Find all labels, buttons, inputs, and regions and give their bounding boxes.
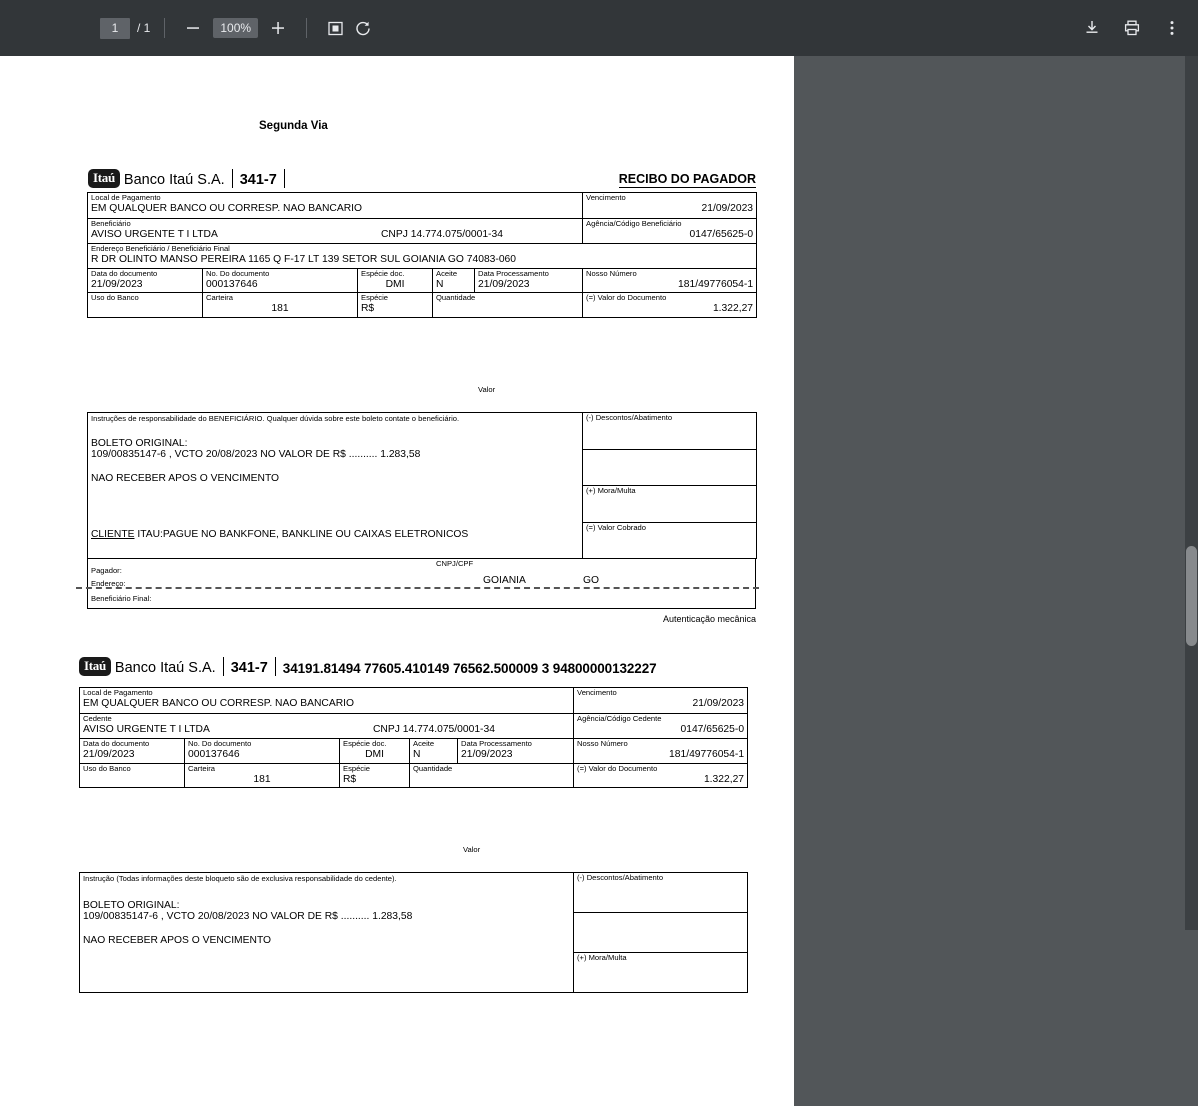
endereco-label: Endereço Beneficiário / Beneficiário Final xyxy=(91,243,230,253)
nosso-numero-label: Nosso Número xyxy=(586,268,637,278)
table-row xyxy=(88,268,757,293)
autenticacao-mecanica-label: Autenticação mecânica xyxy=(662,614,756,624)
slip-instrucoes-line-3: NAO RECEBER APOS O VENCIMENTO xyxy=(83,935,272,947)
numero-documento-label: No. Do documento xyxy=(206,268,270,278)
beneficiario-value xyxy=(91,230,579,241)
toolbar-divider-2 xyxy=(306,18,307,38)
slip-agencia-value: 0147/65625-0 xyxy=(680,723,745,735)
slip-header-divider-left xyxy=(223,657,224,676)
descontos-label: (-) Descontos/Abatimento xyxy=(586,413,673,422)
table-row xyxy=(88,413,757,450)
receipt-valor-label: Valor xyxy=(478,385,496,394)
segunda-via-title: Segunda Via xyxy=(259,120,328,132)
download-icon xyxy=(1083,19,1101,37)
table-row xyxy=(88,193,757,219)
instrucoes-line-4-rest: ITAU:PAGUE NO BANKFONE, BANKLINE OU CAIXAS ELETRONICOS xyxy=(134,528,469,540)
header-divider-right xyxy=(284,169,285,188)
zoom-in-button[interactable] xyxy=(264,14,292,42)
instrucoes-line-4 xyxy=(91,530,579,541)
beneficiario-label: Beneficiário xyxy=(91,219,131,228)
slip-bank-code: 341-7 xyxy=(230,660,268,676)
receipt-instrucoes-cell xyxy=(88,413,583,559)
cedente-label: Cedente xyxy=(83,714,112,723)
receipt-quantidade-valor-cell xyxy=(433,293,583,318)
slip-especie-value: R$ xyxy=(343,773,357,785)
quantidade-label: Quantidade xyxy=(436,293,476,303)
toolbar-divider-1 xyxy=(164,18,165,38)
slip-aceite-value: N xyxy=(413,748,421,760)
receipt-mora-cell xyxy=(583,486,757,523)
rotate-button[interactable] xyxy=(349,14,377,42)
pdf-page xyxy=(0,56,794,1106)
slip-header-divider-right xyxy=(275,657,276,676)
slip-mora-cell xyxy=(574,953,748,993)
slip-data-processamento-value: 21/09/2023 xyxy=(461,748,513,760)
table-row xyxy=(80,763,748,788)
data-processamento-label: Data Processamento xyxy=(478,268,549,278)
receipt-carteira-cell xyxy=(203,293,358,318)
table-row xyxy=(80,738,748,763)
slip-valor-label: Valor xyxy=(463,845,481,854)
endereco-value: R DR OLINTO MANSO PEREIRA 1165 Q F-17 LT 139 SETOR SUL GOIANIA GO 74083-060 xyxy=(91,253,517,265)
viewer-scrollbar-track[interactable] xyxy=(1185,56,1198,930)
page-total-label: / 1 xyxy=(137,21,151,35)
especie-value: R$ xyxy=(361,303,375,315)
instrucoes-line-3: NAO RECEBER APOS O VENCIMENTO xyxy=(91,473,280,485)
slip-quantidade-label: Quantidade xyxy=(413,763,453,773)
pagador-label: Pagador: xyxy=(91,566,122,575)
viewer-scrollbar-thumb[interactable] xyxy=(1186,546,1197,646)
slip-especie-doc-value: DMI xyxy=(365,748,384,760)
receipt-local-pagamento-cell xyxy=(88,193,583,219)
pdf-viewer[interactable] xyxy=(0,56,1198,962)
header-divider-left xyxy=(232,169,233,188)
slip-local-pagamento-label: Local de Pagamento xyxy=(83,688,153,697)
beneficiario-name: AVISO URGENTE T I LTDA xyxy=(91,228,218,240)
slip-data-processamento-label: Data Processamento xyxy=(461,738,532,748)
local-pagamento-value: EM QUALQUER BANCO OU CORRESP. NAO BANCARIO xyxy=(91,202,363,214)
receipt-pagador-table xyxy=(87,558,756,609)
slip-nosso-numero-label: Nosso Número xyxy=(577,738,628,748)
more-options-button[interactable] xyxy=(1158,14,1186,42)
slip-carteira-cell xyxy=(185,763,340,788)
receipt-agencia-cell xyxy=(583,219,757,244)
valor-cobrado-label: (=) Valor Cobrado xyxy=(586,522,647,532)
slip-data-doc-cell xyxy=(80,738,185,763)
download-button[interactable] xyxy=(1078,14,1106,42)
carteira-value: 181 xyxy=(271,303,289,315)
data-documento-label: Data do documento xyxy=(91,268,158,278)
receipt-especie-doc-cell xyxy=(358,268,433,293)
receipt-valor-cobrado-cell xyxy=(583,522,757,559)
slip-descontos-cell xyxy=(574,873,748,913)
fit-to-page-button[interactable] xyxy=(321,14,349,42)
receipt-blank-cell-1 xyxy=(583,449,757,486)
slip-data-documento-value: 21/09/2023 xyxy=(83,748,135,760)
mora-multa-label: (+) Mora/Multa xyxy=(586,486,636,495)
more-vertical-icon xyxy=(1163,19,1181,37)
endereco-pagador-label: Endereço: xyxy=(91,579,126,588)
table-row xyxy=(88,293,757,318)
slip-carteira-value: 181 xyxy=(253,773,271,785)
receipt-bank-name: Banco Itaú S.A. xyxy=(123,172,225,188)
especie-doc-label: Espécie doc. xyxy=(361,268,405,278)
receipt-data-doc-cell xyxy=(88,268,203,293)
slip-uso-banco-cell xyxy=(80,763,185,788)
receipt-bank-code: 341-7 xyxy=(239,172,277,188)
slip-agencia-cell xyxy=(574,714,748,739)
receipt-vencimento-cell xyxy=(583,193,757,219)
slip-vencimento-cell xyxy=(574,688,748,714)
uso-banco-label: Uso do Banco xyxy=(91,293,139,303)
slip-especie-doc-label: Espécie doc. xyxy=(343,738,387,748)
instrucoes-line-2: 109/00835147-6 , VCTO 20/08/2023 NO VALOR DE R$ .......... 1.283,58 xyxy=(91,449,421,461)
pagador-cidade: GOIANIA xyxy=(483,575,526,586)
zoom-out-button[interactable] xyxy=(179,14,207,42)
slip-no-doc-cell xyxy=(185,738,340,763)
table-row xyxy=(88,559,756,609)
beneficiario-cnpj: CNPJ 14.774.075/0001-34 xyxy=(381,228,503,240)
print-button[interactable] xyxy=(1118,14,1146,42)
slip-nosso-numero-value: 181/49776054-1 xyxy=(669,748,745,760)
receipt-endereco-cell xyxy=(88,243,757,268)
slip-valor-documento-label: (=) Valor do Documento xyxy=(577,763,658,773)
slip-especie-cell xyxy=(340,763,410,788)
numero-documento-value: 000137646 xyxy=(206,278,258,290)
table-row xyxy=(88,243,757,268)
receipt-descontos-cell xyxy=(583,413,757,450)
slip-uso-banco-label: Uso do Banco xyxy=(83,763,131,773)
valor-documento-value: 1.322,27 xyxy=(712,303,754,315)
slip-data-documento-label: Data do documento xyxy=(83,738,150,748)
slip-especie-doc-cell xyxy=(340,738,410,763)
linha-digitavel: 34191.81494 77605.410149 76562.500009 3 94800000132227 xyxy=(282,661,657,676)
slip-aceite-label: Aceite xyxy=(413,738,435,748)
slip-quantidade-valor-cell xyxy=(410,763,574,788)
instrucoes-label: Instruções de responsabilidade do BENEFICIÁRIO. Qualquer dúvida sobre este boleto contate o beneficiário. xyxy=(91,414,460,423)
table-row xyxy=(80,873,748,913)
itau-logo: Itaú xyxy=(88,169,120,188)
table-row xyxy=(88,219,757,244)
cnpj-cpf-label: CNPJ/CPF xyxy=(436,559,474,568)
agencia-label: Agência/Código Beneficiário xyxy=(586,219,682,228)
slip-blank-cell-1 xyxy=(574,913,748,953)
rotate-icon xyxy=(355,20,372,37)
slip-valor-doc-cell xyxy=(574,763,748,788)
slip-especie-label: Espécie xyxy=(343,763,371,773)
aceite-label: Aceite xyxy=(436,268,458,278)
cedente-value xyxy=(83,725,570,736)
receipt-title: RECIBO DO PAGADOR xyxy=(618,172,756,186)
slip-table xyxy=(79,687,748,788)
especie-label: Espécie xyxy=(361,293,389,303)
instrucoes-line-4-underlined: CLIENTE xyxy=(91,528,135,540)
slip-local-pagamento-cell xyxy=(80,688,574,714)
slip-bank-name: Banco Itaú S.A. xyxy=(114,660,216,676)
receipt-no-doc-cell xyxy=(203,268,358,293)
slip-vencimento-label: Vencimento xyxy=(577,688,617,697)
table-row xyxy=(80,714,748,739)
cedente-name: AVISO URGENTE T I LTDA xyxy=(83,723,210,735)
aceite-value: N xyxy=(436,278,444,290)
carteira-label: Carteira xyxy=(206,293,234,303)
slip-nosso-numero-cell xyxy=(574,738,748,763)
pagador-uf: GO xyxy=(583,575,600,586)
especie-doc-value: DMI xyxy=(385,278,405,290)
page-number-input[interactable] xyxy=(100,18,130,39)
receipt-nosso-numero-cell xyxy=(583,268,757,293)
slip-descontos-label: (-) Descontos/Abatimento xyxy=(577,873,664,882)
slip-instrucoes-line-2: 109/00835147-6 , VCTO 20/08/2023 NO VALOR DE R$ .......... 1.283,58 xyxy=(83,911,413,923)
local-pagamento-label: Local de Pagamento xyxy=(91,193,161,202)
pdf-toolbar xyxy=(0,0,1198,56)
instrucoes-line-1: BOLETO ORIGINAL: xyxy=(91,438,188,450)
cedente-cnpj: CNPJ 14.774.075/0001-34 xyxy=(373,723,495,735)
vencimento-value: 21/09/2023 xyxy=(701,202,754,214)
fit-to-page-icon xyxy=(327,20,344,37)
slip-valor-documento-value: 1.322,27 xyxy=(703,773,745,785)
slip-numero-documento-label: No. Do documento xyxy=(188,738,252,748)
data-processamento-value: 21/09/2023 xyxy=(478,278,530,290)
receipt-instructions-table xyxy=(87,412,757,559)
slip-instrucao-label: Instrução (Todas informações deste bloqueto são de exclusiva responsabilidade do cedente). xyxy=(83,874,397,883)
receipt-table xyxy=(87,192,757,318)
receipt-data-proc-cell xyxy=(475,268,583,293)
receipt-beneficiario-cell xyxy=(88,219,583,244)
table-row xyxy=(80,688,748,714)
cut-line xyxy=(76,587,759,589)
zoom-level-value[interactable]: 100% xyxy=(213,18,258,38)
slip-carteira-label: Carteira xyxy=(188,763,216,773)
data-documento-value: 21/09/2023 xyxy=(91,278,143,290)
receipt-especie-cell xyxy=(358,293,433,318)
valor-documento-label: (=) Valor do Documento xyxy=(586,293,667,303)
slip-data-proc-cell xyxy=(458,738,574,763)
slip-vencimento-value: 21/09/2023 xyxy=(692,697,745,709)
toolbar-right-group xyxy=(1066,14,1186,42)
receipt-aceite-cell xyxy=(433,268,475,293)
minus-icon xyxy=(185,20,201,36)
print-icon xyxy=(1123,19,1141,37)
slip-bank-header xyxy=(79,652,747,676)
slip-instrucao-cell xyxy=(80,873,574,993)
receipt-valor-doc-cell xyxy=(583,293,757,318)
slip-cedente-cell xyxy=(80,714,574,739)
slip-mora-multa-label: (+) Mora/Multa xyxy=(577,953,627,962)
receipt-pagador-cell xyxy=(88,559,756,609)
receipt-uso-banco-cell xyxy=(88,293,203,318)
nosso-numero-value: 181/49776054-1 xyxy=(678,278,754,290)
beneficiario-final-label: Beneficiário Final: xyxy=(91,594,152,603)
itau-logo-slip: Itaú xyxy=(79,657,111,676)
slip-aceite-cell xyxy=(410,738,458,763)
slip-instructions-table xyxy=(79,872,748,993)
slip-instrucoes-line-1: BOLETO ORIGINAL: xyxy=(83,900,180,912)
slip-numero-documento-value: 000137646 xyxy=(188,748,240,760)
agencia-value: 0147/65625-0 xyxy=(689,228,754,240)
slip-local-pagamento-value: EM QUALQUER BANCO OU CORRESP. NAO BANCARIO xyxy=(83,697,355,709)
toolbar-left-group xyxy=(100,14,377,42)
vencimento-label: Vencimento xyxy=(586,193,626,202)
slip-agencia-label: Agência/Código Cedente xyxy=(577,714,662,723)
plus-icon xyxy=(270,20,286,36)
receipt-bank-header xyxy=(88,164,756,188)
